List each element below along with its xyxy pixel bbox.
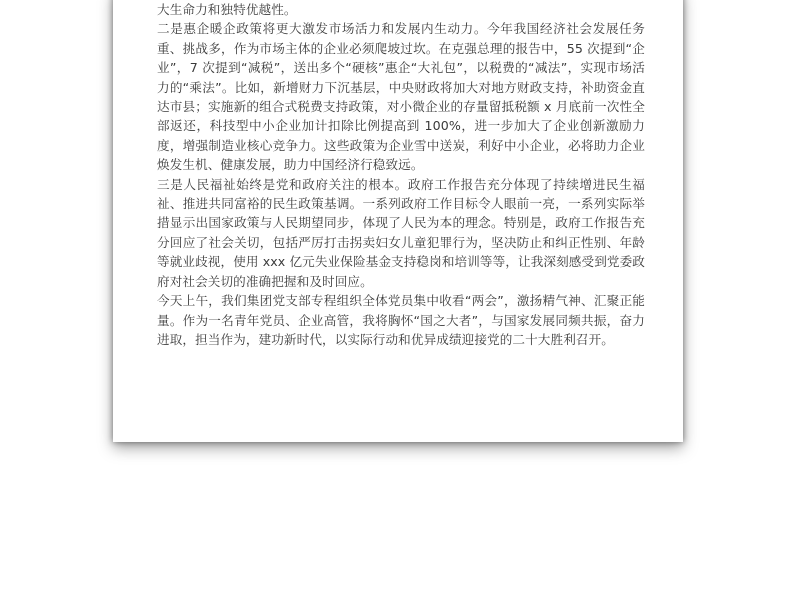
paragraph-people-welfare: 三是人民福祉始终是党和政府关注的根本。政府工作报告充分体现了持续增进民生福祉、推进共同富裕的民生政策基调。一系列政府工作目标令人眼前一亮，一系列实际举措显示出国家政策与人民期望同步，体现了人民为本的理念。特别是，政府工作报告充分回应了社会关切，包括严厉打击拐卖妇女儿童犯罪行为，坚决防止和纠正性别、年龄等就业歧视，使用 xxx 亿元失业保险基金支持稳岗和培训等等，让我深刻感受到党委政府对社会关切的准确把握和及时回应。 [157,176,645,289]
paragraph-conclusion: 今天上午，我们集团党支部专程组织全体党员集中收看“两会”，激扬精气神、汇聚正能量。作为一名青年党员、企业高管，我将胸怀“国之大者”，与国家发展同频共振，奋力进取，担当作为，建功新时代，以实际行动和优异成绩迎接党的二十大胜利召开。 [157,293,645,347]
document-body [157,0,645,349]
paragraph-enterprise-policy: 二是惠企暖企政策将更大激发市场活力和发展内生动力。今年我国经济社会发展任务重、挑战多，作为市场主体的企业必须爬坡过坎。在克强总理的报告中，55 次提到“企业”，7 次提到“减税”，送出多个“硬核”惠企“大礼包”，以税费的“减法”，实现市场活力的“乘法”。比如，新增财力下沉基层，中央财政将加大对地方财政支持，补助资金直达市县；实施新的组合式税费支持政策，对小微企业的存量留抵税额 x 月底前一次性全部返还，科技型中小企业加计扣除比例提高到 100%，进一步加大了企业创新激励力度，增强制造业核心竞争力。这些政策为企业雪中送炭，利好中小企业，必将助力企业焕发生机、健康发展，助力中国经济行稳致远。 [157,21,645,173]
paragraph-closing-fragment: 大生命力和独特优越性。 [157,2,297,17]
